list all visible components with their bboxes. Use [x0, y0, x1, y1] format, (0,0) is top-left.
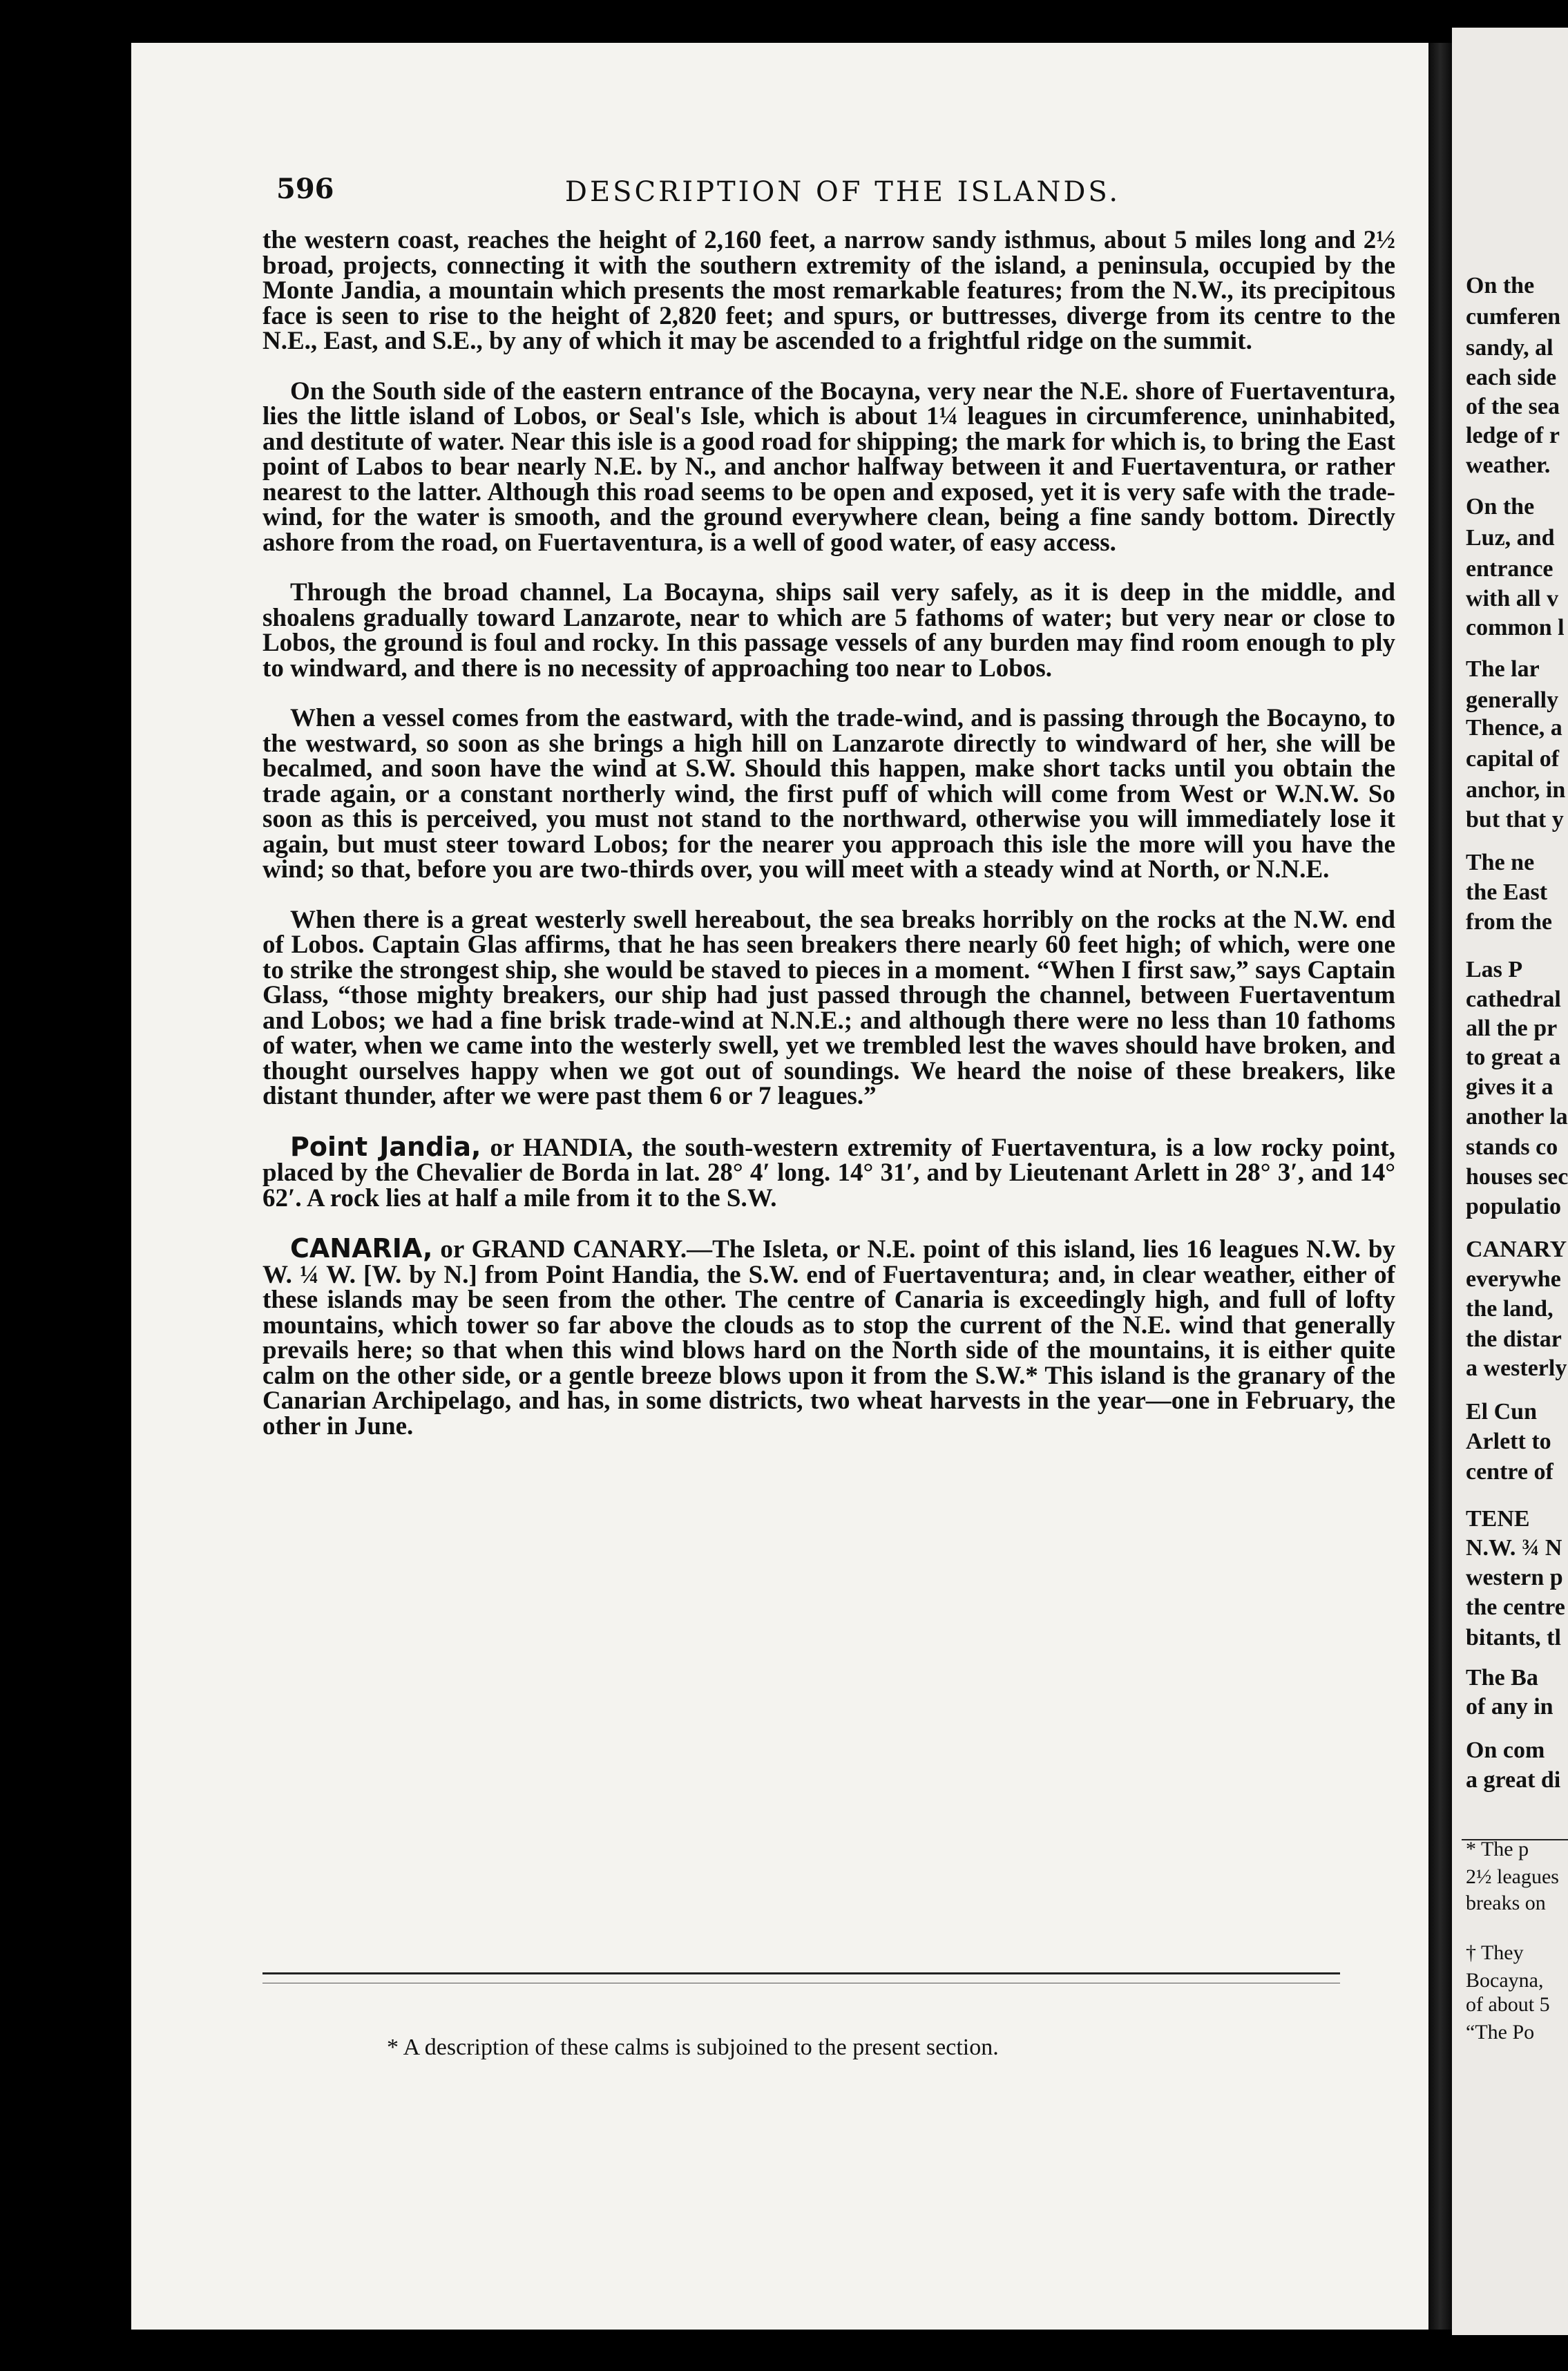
right-page-fragment: but that y: [1466, 807, 1564, 832]
right-page-fragment: Las P: [1466, 957, 1523, 982]
right-page-fragment: a great di: [1466, 1767, 1561, 1793]
right-page-fragment: Bocayna,: [1466, 1969, 1544, 1992]
body-paragraph: [262, 580, 1395, 681]
right-page-fragment: populatio: [1466, 1194, 1561, 1219]
right-page-fragment: El Cun: [1466, 1399, 1537, 1425]
page-header: [276, 152, 1409, 207]
right-page-fragment: breaks on: [1466, 1892, 1546, 1914]
right-page-fragment: N.W. ¾ N: [1466, 1535, 1562, 1561]
right-page-edge: [1452, 28, 1568, 2335]
paragraph-text: the western coast, reaches the height of 2,160 feet, a narrow sandy isthmus, about 5 miles long and 2½ broad, projects, connecting it with the southern extremity of the island, a peninsula, occupied by the Monte Jandia, a mountain which presents the most remarkable features; from the N.W., its precipitous face is seen to rise to the height of 2,820 feet; and spurs, or buttresses, diverge from its centre to the N.E., East, and S.E., by any of which it may be ascended to a frightful ridge on the summit.: [262, 226, 1395, 355]
right-page-fragment: Arlett to: [1466, 1429, 1551, 1454]
right-page-fragment: entrance: [1466, 556, 1553, 582]
right-page-fragment: bitants, tl: [1466, 1625, 1561, 1650]
footnote-rule: [262, 1972, 1340, 1974]
right-page-fragment: everywhe: [1466, 1266, 1561, 1292]
right-page-fragment: all the pr: [1466, 1016, 1558, 1041]
page-number: 596: [276, 173, 334, 205]
paragraph-text: or GRAND CANARY.—The Isleta, or N.E. point of this island, lies 16 leagues N.W. by W. ¼ W. [W. by N.] from Point Handia, the S.W. end of Fuertaventura; and, in clear weather, either of these islands may be seen from the other. The centre of Canaria is exceedingly high, and full of lofty mountains, which tower so far above the clouds as to stop the current of the N.E. wind that generally prevails here; so that when this wind blows hard on the North side of the mountains, it is either quite calm on the other side, or a gentle breeze blows upon it from the S.W.* This island is the granary of the Canarian Archipelago, and has, in some districts, two wheat harvests in the year—one in February, the other in June.: [262, 1235, 1395, 1440]
right-page-fragment: On the: [1466, 494, 1535, 520]
right-page-fragment: capital of: [1466, 746, 1560, 772]
paragraph-text: or HANDIA, the south-western extremity of Fuertaventura, is a low rocky point, placed by the Chevalier de Borda in lat. 28° 4′ long. 14° 31′, and by Lieutenant Arlett in 28° 3′, and 14° 62′. A rock lies at half a mile from it to the S.W.: [262, 1133, 1395, 1212]
right-page-fragment: The Ba: [1466, 1665, 1538, 1691]
paragraph-lead: Point Jandia,: [290, 1131, 481, 1162]
right-page-fragment: the centre: [1466, 1594, 1565, 1620]
body-paragraph: [262, 905, 1395, 1110]
right-page-fragment: the East: [1466, 879, 1548, 905]
right-page-fragment: weather.: [1466, 453, 1551, 478]
book-spine: [1428, 43, 1452, 2330]
body-paragraph: [262, 379, 1395, 556]
right-page-fragment: sandy, al: [1466, 335, 1553, 361]
body-paragraph: [262, 706, 1395, 883]
body-paragraph: [262, 1233, 1395, 1440]
right-page-fragment: cumferen: [1466, 304, 1561, 330]
right-page-fragment: stands co: [1466, 1134, 1558, 1160]
body-paragraph: [262, 228, 1395, 354]
running-title: DESCRIPTION OF THE ISLANDS.: [564, 176, 1121, 208]
right-page-fragment: † They: [1466, 1941, 1524, 1964]
right-page-fragment: another la: [1466, 1104, 1568, 1130]
right-page-fragment: cathedral: [1466, 987, 1561, 1012]
right-page-fragment: Thence, a: [1466, 715, 1562, 741]
body-paragraph: [262, 1131, 1395, 1212]
right-page-fragment: houses sec: [1466, 1164, 1568, 1190]
right-page-fragment: CANARY: [1466, 1237, 1567, 1262]
right-page-fragment: “The Po: [1466, 2021, 1535, 2044]
paragraph-text: When there is a great westerly swell hereabout, the sea breaks horribly on the rocks at the N.W. end of Lobos. Captain Glas affirms, that he has seen breakers there nearly 60 feet high; of which, were one to strike the strongest ship, she would be staved to pieces in a moment. “When I first saw,” says Captain Glass, “those mighty breakers, our ship had just passed through the channel, between Fuertaventum and Lobos; we had a fine brisk trade-wind at N.N.E.; and although there were no less than 10 fathoms of water, when we came into the westerly swell, yet we trembled lest the waves should have broken, and thought ourselves happy when we got out of soundings. We heard the noise of these breakers, like distant thunder, after we were past them 6 or 7 leagues.”: [262, 905, 1395, 1110]
right-page-fragment: TENE: [1466, 1506, 1530, 1532]
right-page-fragment: with all v: [1466, 586, 1559, 611]
paragraph-text: When a vessel comes from the eastward, with the trade-wind, and is passing through the Bocayno, to the westward, so soon as she brings a high hill on Lanzarote directly to windward of her, she will be becalmed, and soon have the wind at S.W. Should this happen, make short tacks until you obtain the trade again, or a constant northerly wind, the first puff of which will come from West or W.N.W. So soon as this is perceived, you must not stand to the northward, otherwise you will immediately lose it again, but must steer toward Lobos; for the nearer you approach this isle the more will you have the wind; so that, before you are two-thirds over, you will meet with a steady wind at North, or N.N.E.: [262, 704, 1395, 884]
body-text: [262, 228, 1395, 1464]
right-page-fragment: centre of: [1466, 1459, 1553, 1485]
right-page-fragment: western p: [1466, 1565, 1563, 1590]
right-page-fragment: of the sea: [1466, 394, 1560, 419]
right-page-fragment: the land,: [1466, 1296, 1553, 1322]
right-page-footnote-rule: [1462, 1839, 1568, 1840]
right-page-fragment: The ne: [1466, 850, 1535, 875]
right-page-fragment: generally: [1466, 687, 1559, 713]
right-page-fragment: * The p: [1466, 1838, 1529, 1860]
right-page-fragment: of about 5: [1466, 1993, 1550, 2016]
right-page-fragment: each side: [1466, 365, 1557, 390]
right-page-fragment: On com: [1466, 1737, 1545, 1763]
right-page-fragment: the distar: [1466, 1326, 1562, 1352]
paragraph-text: On the South side of the eastern entrance of the Bocayna, very near the N.E. shore of Fuertaventura, lies the little island of Lobos, or Seal's Isle, which is about 1¼ leagues in circumference, uninhabited, and destitute of water. Near this isle is a good road for shipping; the mark for which is, to bring the East point of Labos to bear nearly N.E. by N., and anchor halfway between it and Fuertaventura, or rather nearest to the latter. Although this road seems to be open and exposed, yet it is very safe with the trade-wind, for the water is smooth, and the ground everywhere clean, being a fine sandy bottom. Directly ashore from the road, on Fuertaventura, is a well of good water, of easy access.: [262, 377, 1395, 557]
right-page-fragment: a westerly: [1466, 1355, 1567, 1381]
right-page-fragment: ledge of r: [1466, 423, 1560, 448]
paragraph-text: Through the broad channel, La Bocayna, ships sail very safely, as it is deep in the middle, and shoalens gradually toward Lanzarote, near to which are 5 fathoms of water; but very near or close to Lobos, the ground is foul and rocky. In this passage vessels of any burden may find room enough to ply to windward, and there is no necessity of approaching too near to Lobos.: [262, 578, 1395, 683]
footnote: * A description of these calms is subjoined to the present section.: [387, 2035, 999, 2060]
right-page-fragment: On the: [1466, 273, 1535, 298]
right-page-fragment: Luz, and: [1466, 525, 1555, 551]
right-page-fragment: to great a: [1466, 1045, 1561, 1070]
right-page-fragment: The lar: [1466, 656, 1540, 682]
right-page-fragment: anchor, in: [1466, 777, 1566, 803]
right-page-fragment: gives it a: [1466, 1074, 1553, 1100]
right-page-fragment: 2½ leagues: [1466, 1865, 1559, 1888]
right-page-fragment: from the: [1466, 909, 1552, 935]
paragraph-lead: CANARIA,: [290, 1233, 433, 1264]
right-page-fragment: of any in: [1466, 1694, 1553, 1720]
right-page-fragment: common l: [1466, 615, 1565, 640]
